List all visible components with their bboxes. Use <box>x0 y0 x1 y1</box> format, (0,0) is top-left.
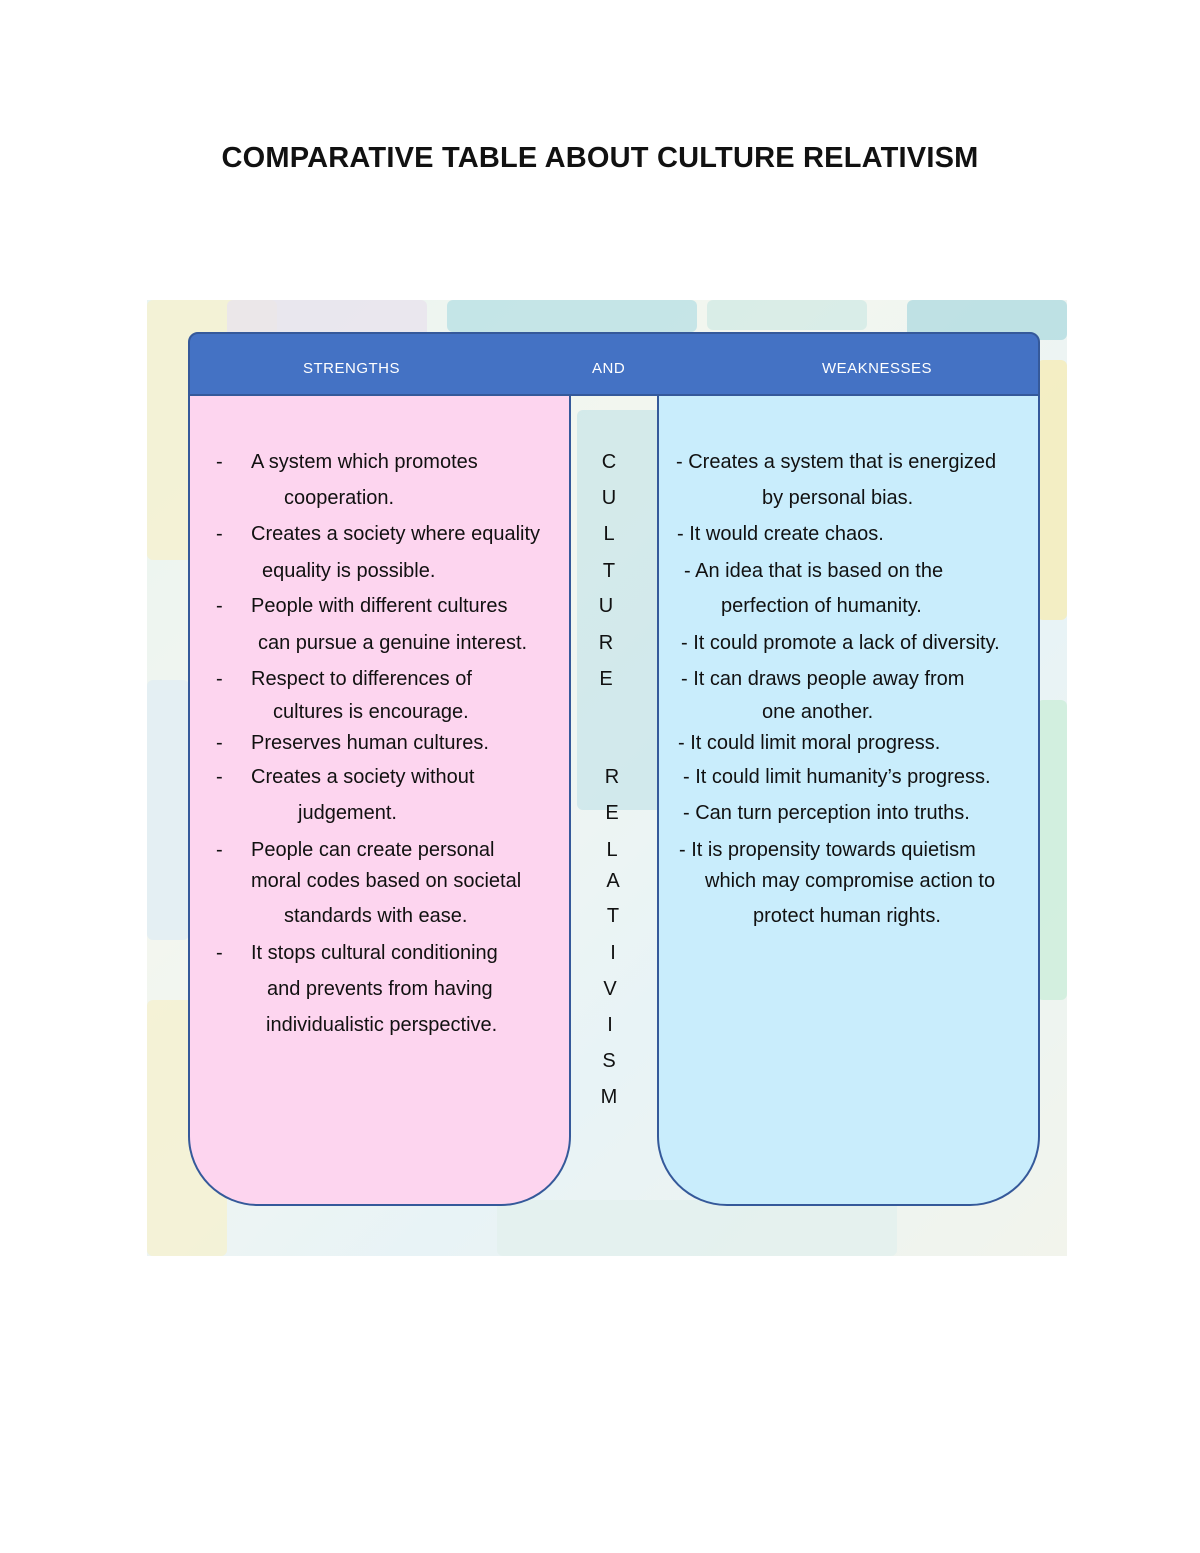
list-item: moral codes based on societal <box>251 870 522 892</box>
list-item: - It could limit humanity’s progress. <box>683 766 991 788</box>
vertical-letter: R <box>598 632 614 654</box>
list-item: - It could limit moral progress. <box>678 732 941 754</box>
list-item: Preserves human cultures. <box>251 732 489 754</box>
header-strengths: STRENGTHS <box>303 360 401 377</box>
vertical-letter: T <box>602 560 616 582</box>
vertical-letter: S <box>602 1050 616 1072</box>
bullet-dash: - <box>216 451 223 473</box>
vertical-letter: I <box>610 942 616 964</box>
vertical-letter: T <box>606 905 620 927</box>
list-item: by personal bias. <box>762 487 914 509</box>
list-item: one another. <box>762 701 874 723</box>
vertical-letter: L <box>603 523 615 545</box>
header-weaknesses: WEAKNESSES <box>822 360 933 377</box>
vertical-letter: R <box>604 766 620 788</box>
list-item: equality is possible. <box>262 560 436 582</box>
bullet-dash: - <box>216 766 223 788</box>
vertical-letter: U <box>601 487 617 509</box>
vertical-letter: E <box>605 802 619 824</box>
list-item: Respect to differences of <box>251 668 472 690</box>
bullet-dash: - <box>216 942 223 964</box>
list-item: People can create personal <box>251 839 495 861</box>
vertical-letter: E <box>599 668 613 690</box>
bullet-dash: - <box>216 523 223 545</box>
page-title: COMPARATIVE TABLE ABOUT CULTURE RELATIVISM <box>221 142 979 174</box>
list-item: - Creates a system that is energized <box>676 451 997 473</box>
list-item: - It can draws people away from <box>681 668 965 690</box>
list-item: can pursue a genuine interest. <box>258 632 528 654</box>
header-and: AND <box>592 360 626 377</box>
list-item: - It could promote a lack of diversity. <box>681 632 1000 654</box>
list-item: standards with ease. <box>284 905 468 927</box>
bullet-dash: - <box>216 668 223 690</box>
list-item: protect human rights. <box>753 905 941 927</box>
bullet-dash: - <box>216 732 223 754</box>
list-item: - An idea that is based on the <box>684 560 944 582</box>
vertical-letter: V <box>603 978 617 1000</box>
vertical-letter: C <box>601 451 617 473</box>
vertical-letter: L <box>606 839 618 861</box>
list-item: and prevents from having <box>267 978 493 1000</box>
list-item: - It would create chaos. <box>677 523 884 545</box>
vertical-letter: U <box>598 595 614 617</box>
list-item: A system which promotes <box>251 451 478 473</box>
list-item: - It is propensity towards quietism <box>679 839 976 861</box>
list-item: individualistic perspective. <box>266 1014 498 1036</box>
list-item: which may compromise action to <box>705 870 996 892</box>
list-item: judgement. <box>298 802 397 824</box>
list-item: People with different cultures <box>251 595 508 617</box>
list-item: perfection of humanity. <box>721 595 922 617</box>
vertical-letter: A <box>606 870 620 892</box>
vertical-letter: M <box>600 1086 618 1108</box>
list-item: It stops cultural conditioning <box>251 942 498 964</box>
list-item: cultures is encourage. <box>273 701 469 723</box>
bullet-dash: - <box>216 839 223 861</box>
list-item: - Can turn perception into truths. <box>683 802 970 824</box>
list-item: Creates a society without <box>251 766 475 788</box>
table-header <box>188 332 1040 396</box>
list-item: cooperation. <box>284 487 395 509</box>
vertical-letter: I <box>607 1014 613 1036</box>
list-item: Creates a society where equality <box>251 523 541 545</box>
bullet-dash: - <box>216 595 223 617</box>
